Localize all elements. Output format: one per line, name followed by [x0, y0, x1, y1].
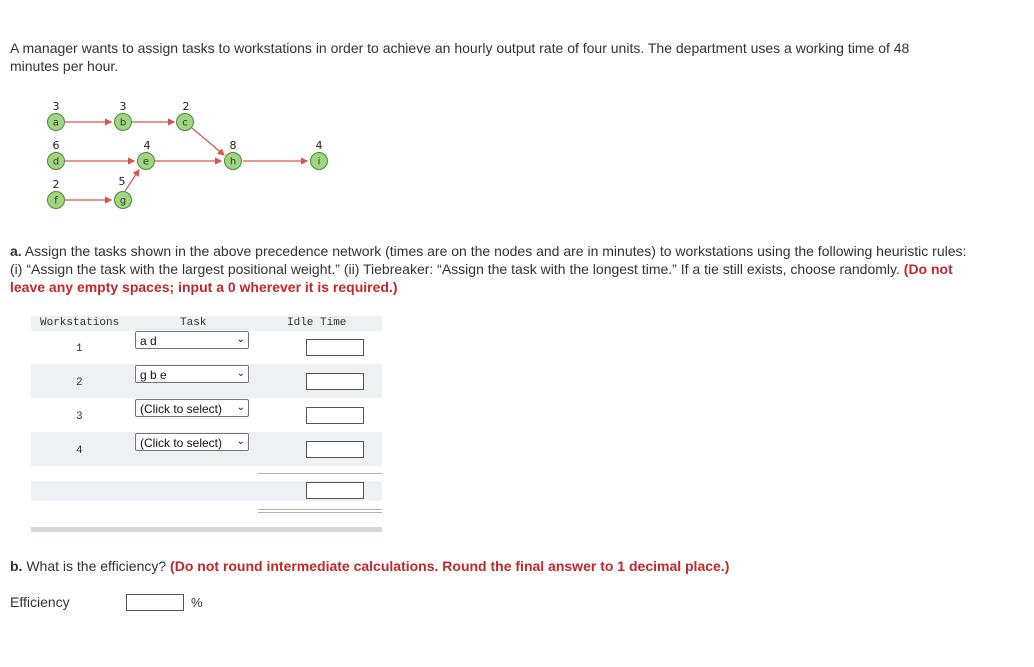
chevron-down-icon: ⌄	[236, 368, 245, 379]
header-task: Task	[180, 317, 207, 329]
task-select-3-value: (Click to select)	[140, 402, 223, 416]
task-select-4-value: (Click to select)	[140, 436, 223, 450]
idle-time-input-2[interactable]	[306, 373, 364, 390]
node-label-i: i	[317, 156, 321, 168]
efficiency-input[interactable]	[126, 594, 184, 611]
table-row-4-station: 4	[76, 445, 83, 457]
node-g	[115, 175, 132, 209]
table-row-2-station: 2	[76, 377, 83, 389]
part-a-question	[10, 242, 970, 296]
part-a-instruction: (Do not leave any empty spaces; input a 0 wherever it is required.)	[10, 261, 953, 295]
total-bottom-rule-2	[258, 512, 382, 513]
precedence-network	[0, 0, 360, 220]
task-select-4[interactable]	[135, 433, 249, 451]
part-b-question	[10, 557, 970, 575]
idle-time-input-3[interactable]	[306, 407, 364, 424]
node-b	[115, 100, 132, 131]
chevron-down-icon: ⌄	[236, 436, 245, 447]
node-f	[48, 178, 65, 209]
node-label-e: e	[142, 156, 150, 168]
total-idle-time-input[interactable]	[306, 482, 364, 499]
node-label-g: g	[119, 195, 127, 207]
node-label-f: f	[54, 195, 58, 207]
node-label-a: a	[52, 117, 60, 129]
chevron-down-icon: ⌄	[236, 334, 245, 345]
node-label-d: d	[52, 156, 60, 168]
node-time-i: 4	[315, 139, 323, 152]
node-h	[225, 139, 242, 170]
node-time-f: 2	[52, 178, 60, 191]
header-idle-time: Idle Time	[287, 317, 347, 329]
node-time-g: 5	[118, 175, 126, 188]
network-nodes	[48, 100, 328, 209]
idle-time-input-4[interactable]	[306, 441, 364, 458]
node-time-c: 2	[182, 100, 190, 113]
node-a	[48, 100, 65, 131]
part-a-label: a.	[10, 243, 22, 259]
edge-c-h	[192, 128, 224, 155]
node-time-e: 4	[143, 139, 151, 152]
edge-g-e	[125, 170, 139, 191]
task-select-1[interactable]	[135, 331, 249, 349]
chevron-down-icon: ⌄	[236, 402, 245, 413]
idle-time-input-1[interactable]	[306, 339, 364, 356]
network-edges	[63, 122, 307, 200]
table-row-3-station: 3	[76, 411, 83, 423]
part-b-text: What is the efficiency?	[22, 558, 171, 574]
header-workstations: Workstations	[40, 317, 120, 329]
percent-unit: %	[191, 595, 203, 610]
node-c	[177, 100, 194, 131]
part-b-label: b.	[10, 558, 23, 574]
part-b-instruction: (Do not round intermediate calculations. Round the final answer to 1 decimal place.)	[170, 558, 730, 574]
node-time-d: 6	[52, 139, 60, 152]
question-intro: A manager wants to assign tasks to workstations in order to achieve an hourly output rate of four units. The department uses a working time of 48 minutes per hour.	[10, 40, 910, 74]
node-time-b: 3	[119, 100, 127, 113]
node-i	[311, 139, 328, 170]
total-top-rule	[258, 473, 382, 474]
node-time-a: 3	[52, 100, 60, 113]
table-footer-bar	[31, 527, 382, 532]
efficiency-label: Efficiency	[10, 594, 70, 610]
part-a-text: Assign the tasks shown in the above precedence network (times are on the nodes and are in minutes) to workstations using the following heuristic rules: (i) “Assign the task with the largest positional weight.” (ii) Tiebreaker: “Assign the task with the longest time.” If a tie still exists, choose randomly.	[10, 243, 967, 277]
task-select-2[interactable]	[135, 365, 249, 383]
task-select-3[interactable]	[135, 399, 249, 417]
table-row-1-station: 1	[76, 343, 83, 355]
node-label-c: c	[182, 117, 188, 129]
node-label-h: h	[229, 156, 237, 168]
total-bottom-rule-1	[258, 509, 382, 510]
node-time-h: 8	[229, 139, 237, 152]
task-select-1-value: a d	[140, 334, 157, 348]
node-d	[48, 139, 65, 170]
task-select-2-value: g b e	[140, 368, 167, 382]
node-e	[138, 139, 155, 170]
node-label-b: b	[119, 117, 127, 129]
